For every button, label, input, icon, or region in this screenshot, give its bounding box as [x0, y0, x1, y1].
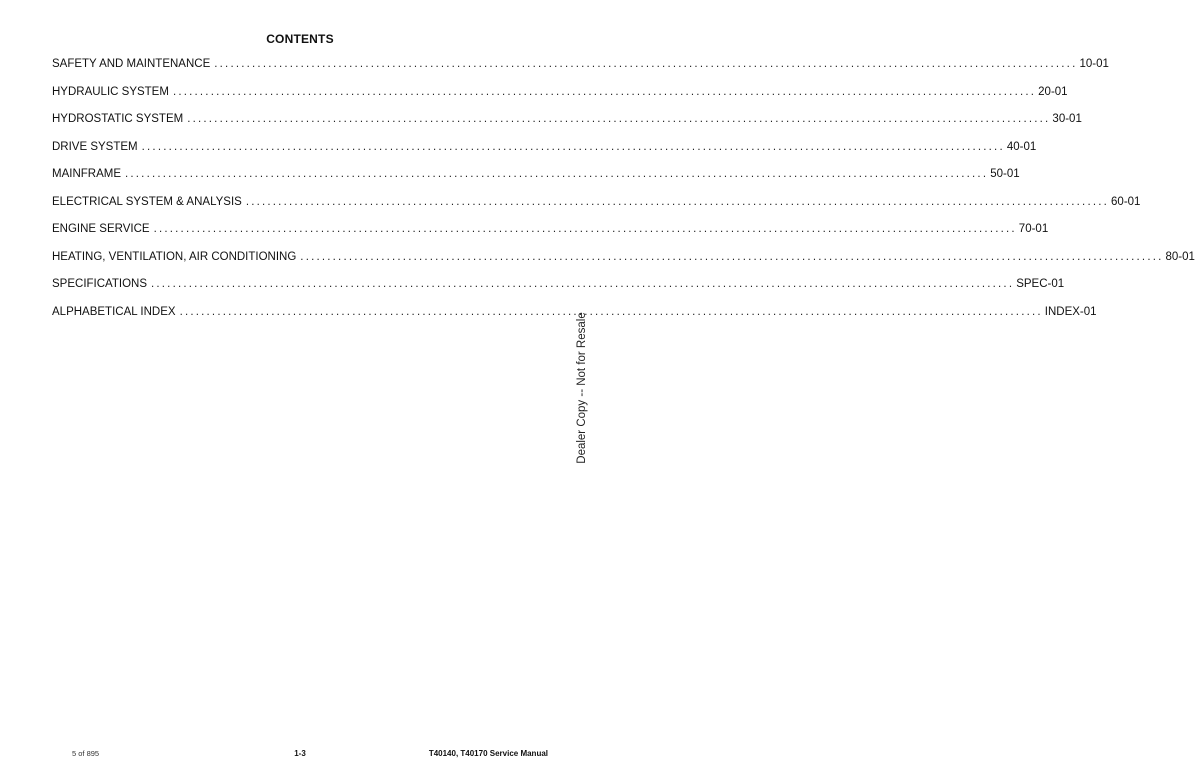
- toc-entry-label: ENGINE SERVICE: [52, 223, 150, 235]
- toc-entry-mainframe[interactable]: [52, 168, 1020, 196]
- page-title: CONTENTS: [266, 32, 334, 46]
- toc-entry-page: 60-01: [1111, 195, 1141, 208]
- toc-entry-specifications[interactable]: [52, 278, 1065, 306]
- watermark-side-note: Dealer Copy -- Not for Resale: [576, 312, 588, 464]
- toc-entry-page: 80-01: [1165, 250, 1195, 263]
- toc-dot-leader: ................................................................................................................................................................: [214, 58, 1078, 70]
- toc-entry-alphabetical-index[interactable]: [52, 305, 1097, 334]
- toc-entry-label: HYDROSTATIC SYSTEM: [52, 113, 184, 125]
- footer-page-number: 1-3: [294, 749, 306, 758]
- toc-entry-electrical-system[interactable]: [52, 195, 1141, 224]
- toc-entry-label: ALPHABETICAL INDEX: [52, 305, 176, 318]
- toc-entry-page: 50-01: [990, 168, 1020, 180]
- toc-entry-label: HYDRAULIC SYSTEM: [52, 85, 169, 98]
- toc-entry-page: SPEC-01: [1016, 278, 1065, 290]
- footer-page-count: 5 of 895: [72, 749, 100, 758]
- toc-dot-leader: ................................................................................................................................................................: [125, 168, 989, 180]
- toc-entry-hvac[interactable]: [52, 250, 1195, 279]
- toc-entry-page: 40-01: [1006, 140, 1037, 153]
- toc-entry-page: INDEX-01: [1044, 305, 1097, 318]
- toc-dot-leader: ................................................................................................................................................................: [141, 140, 1005, 153]
- toc-dot-leader: ................................................................................................................................................................: [300, 250, 1164, 263]
- toc-entry-page: 30-01: [1052, 113, 1082, 125]
- table-of-contents: [52, 58, 1195, 333]
- toc-dot-leader: ................................................................................................................................................................: [179, 305, 1043, 318]
- footer-manual-title: T40140, T40170 Service Manual: [428, 749, 548, 758]
- toc-entry-hydrostatic-system[interactable]: [52, 113, 1082, 141]
- toc-entry-safety-and-maintenance[interactable]: [52, 58, 1109, 86]
- toc-entry-drive-system[interactable]: [52, 140, 1037, 169]
- toc-entry-label: HEATING, VENTILATION, AIR CONDITIONING: [52, 250, 297, 263]
- toc-dot-leader: ................................................................................................................................................................: [187, 113, 1051, 125]
- toc-dot-leader: ................................................................................................................................................................: [153, 223, 1017, 235]
- toc-entry-page: 20-01: [1038, 85, 1068, 98]
- toc-entry-engine-service[interactable]: [52, 223, 1049, 251]
- toc-entry-label: MAINFRAME: [52, 168, 121, 180]
- toc-entry-label: SAFETY AND MAINTENANCE: [52, 58, 211, 70]
- toc-entry-label: ELECTRICAL SYSTEM & ANALYSIS: [52, 195, 242, 208]
- toc-entry-page: 70-01: [1018, 223, 1049, 235]
- toc-dot-leader: ................................................................................................................................................................: [151, 278, 1015, 290]
- toc-entry-page: 10-01: [1079, 58, 1109, 70]
- toc-entry-hydraulic-system[interactable]: [52, 85, 1068, 114]
- toc-entry-label: DRIVE SYSTEM: [52, 140, 138, 153]
- toc-dot-leader: ................................................................................................................................................................: [245, 195, 1110, 208]
- toc-entry-label: SPECIFICATIONS: [52, 278, 147, 290]
- toc-dot-leader: ................................................................................................................................................................: [172, 85, 1037, 98]
